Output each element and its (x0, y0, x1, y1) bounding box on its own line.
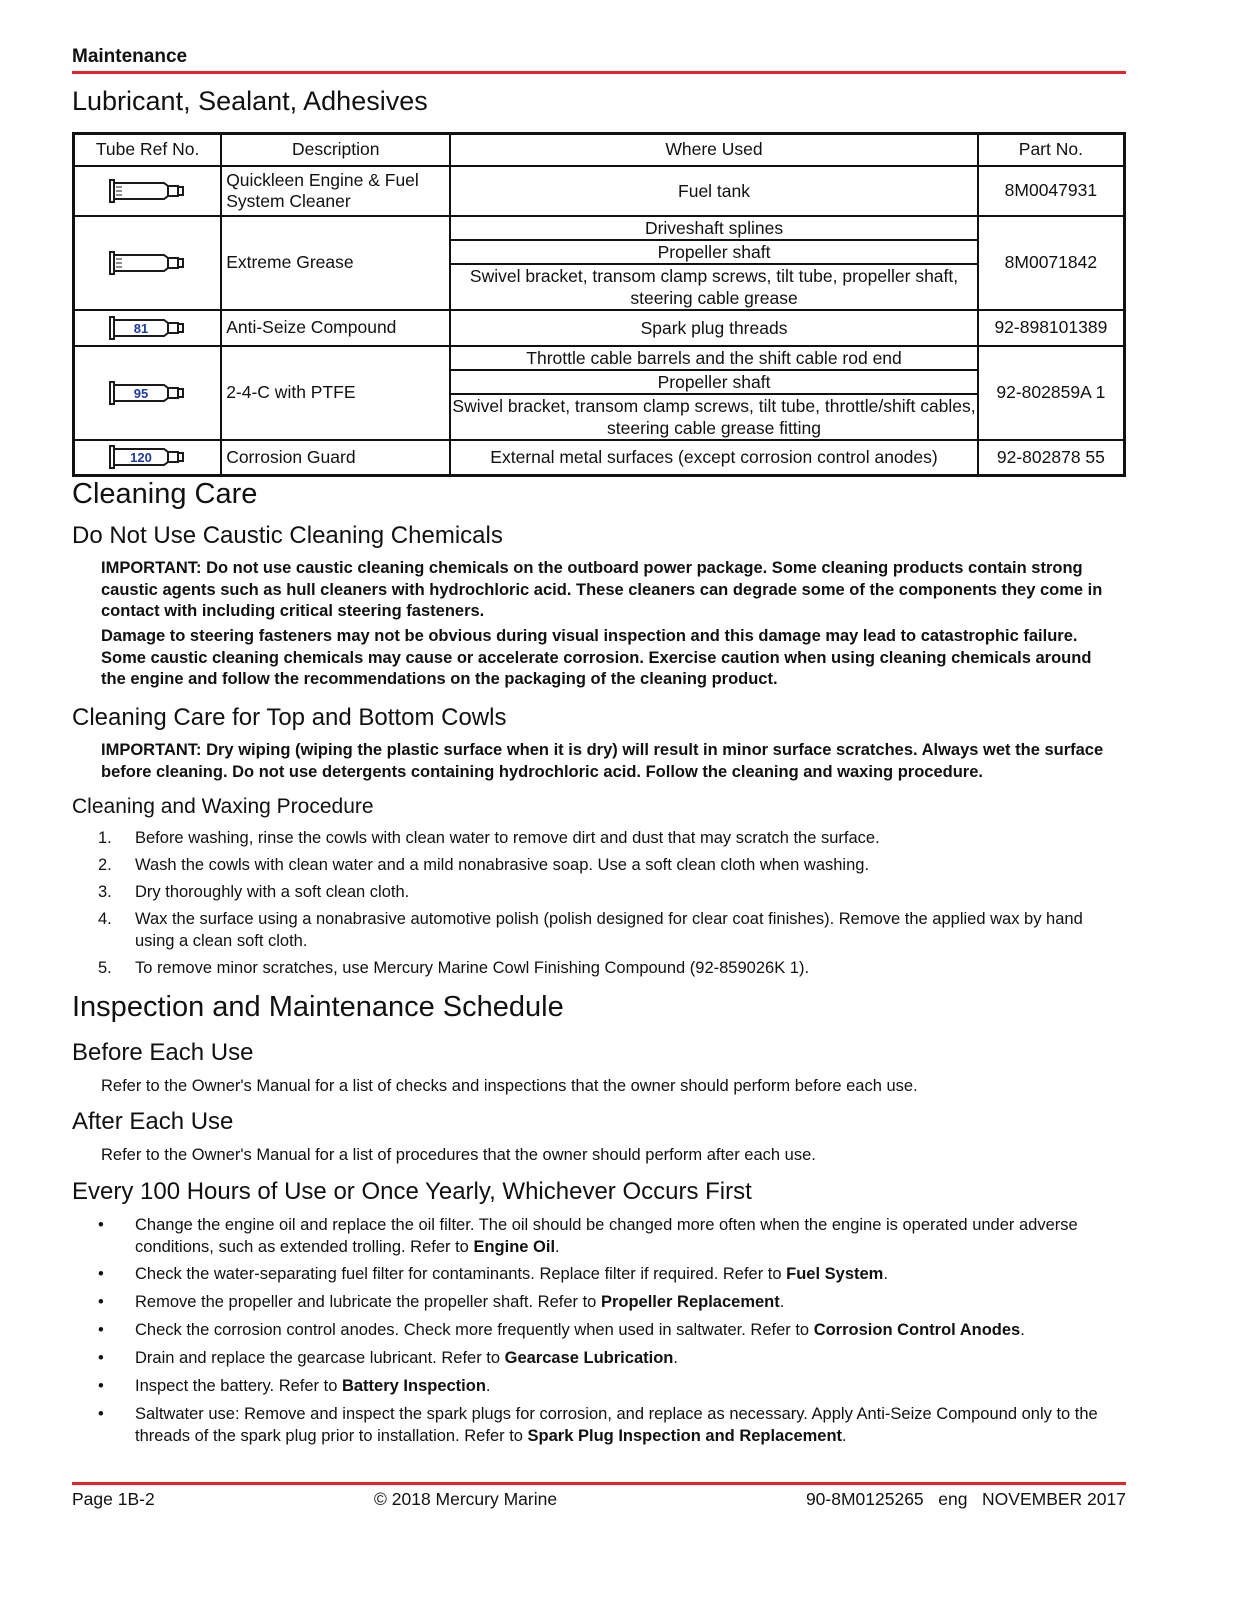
bullet: • (98, 1216, 104, 1234)
where-used-cell (450, 346, 978, 440)
tube-number: 120 (129, 450, 152, 466)
table-row (74, 310, 1125, 346)
item-reference: Spark Plug Inspection and Replacement (527, 1426, 843, 1445)
page-number: Page 1B-2 (72, 1489, 155, 1509)
col-header-description: Description (221, 134, 450, 166)
description-cell: Quickleen Engine & Fuel System Cleaner (221, 166, 450, 216)
where-used-line: Swivel bracket, transom clamp screws, tilt tube, propeller shaft, steering cable grease (469, 265, 959, 308)
footer-rule (72, 1482, 1126, 1485)
col-header-where-used: Where Used (450, 134, 978, 166)
tube-icon (108, 377, 188, 409)
tube-number: 81 (133, 320, 148, 336)
where-used-cell (450, 166, 978, 216)
waxing-heading: Cleaning and Waxing Procedure (72, 795, 374, 818)
tube-icon (108, 247, 188, 279)
where-used-line: Spark plug threads (640, 317, 788, 338)
step-text: Wax the surface using a nonabrasive automotive polish (polish designed for clear coat finishes). Remove the applied wax by hand using a clean soft cloth. (135, 910, 1083, 950)
lubricant-table (72, 132, 1126, 477)
list-item (98, 909, 1108, 952)
item-end: . (883, 1265, 888, 1283)
part-no-cell: 8M0047931 (978, 166, 1125, 216)
before-use-heading: Before Each Use (72, 1039, 254, 1066)
yearly-heading: Every 100 Hours of Use or Once Yearly, Whichever Occurs First (72, 1178, 752, 1205)
item-reference: Engine Oil (473, 1237, 556, 1256)
table-row (74, 346, 1125, 440)
item-end: . (673, 1349, 678, 1367)
item-text: Check the water-separating fuel filter for contaminants. Replace filter if required. Refer to (135, 1265, 787, 1283)
where-used-line: External metal surfaces (except corrosion control anodes) (490, 447, 938, 468)
list-item (98, 1264, 1108, 1286)
tube-icon (108, 312, 188, 344)
item-text: Change the engine oil and replace the oil filter. The oil should be changed more often when the engine is operated under adverse conditions, such as extended trolling. Refer to (135, 1216, 1078, 1256)
item-end: . (1020, 1321, 1025, 1339)
header-rule (72, 71, 1126, 74)
list-item (98, 1376, 1108, 1398)
item-text: Drain and replace the gearcase lubricant. Refer to (135, 1349, 505, 1367)
cowls-important-text: IMPORTANT: Dry wiping (wiping the plastic surface when it is dry) will result in minor surface scratches. Always wet the surface before cleaning. Do not use detergents containing hydrochloric acid. Follow the cleaning and waxing procedure. (101, 741, 1104, 781)
cowls-heading: Cleaning Care for Top and Bottom Cowls (72, 704, 507, 731)
bullet: • (98, 1321, 104, 1339)
table-header-row (74, 134, 1125, 166)
item-reference: Fuel System (786, 1265, 884, 1283)
item-reference: Corrosion Control Anodes (813, 1321, 1021, 1339)
list-item (98, 828, 1108, 850)
tube-cell (74, 216, 222, 310)
after-use-heading: After Each Use (72, 1108, 234, 1135)
where-used-cell (450, 440, 978, 476)
tube-cell (74, 440, 222, 476)
bullet: • (98, 1265, 104, 1283)
item-text: Saltwater use: Remove and inspect the spark plugs for corrosion, and replace as necessary. Apply Anti-Seize Compound only to the threads of the spark plug prior to installation. Refer to (135, 1405, 1098, 1445)
item-reference: Battery Inspection (341, 1377, 486, 1395)
where-used-line: Propeller shaft (451, 371, 977, 395)
step-text: Dry thoroughly with a soft clean cloth. (135, 883, 410, 901)
document-id: 90-8M0125265 eng NOVEMBER 2017 (805, 1489, 1126, 1509)
list-item (98, 1320, 1108, 1342)
part-no-cell: 92-898101389 (978, 310, 1125, 346)
description-cell: Corrosion Guard (221, 440, 450, 476)
list-item (98, 1292, 1108, 1314)
list-item (98, 1215, 1108, 1258)
item-reference: Gearcase Lubrication (504, 1349, 674, 1367)
col-header-part-no: Part No. (978, 134, 1125, 166)
where-used-line: Swivel bracket, transom clamp screws, tilt tube, throttle/shift cables, steering cable grease fitting (452, 395, 976, 438)
list-item (98, 1348, 1108, 1370)
caustic-damage-text: Damage to steering fasteners may not be obvious during visual inspection and this damage may lead to catastrophic failure. Some caustic cleaning chemicals may cause or accelerate corrosion. Exercise caution when using cleaning chemicals around the engine and follow the recommendations on the packaging of the cleaning product. (101, 627, 1092, 688)
part-no-cell: 8M0071842 (978, 216, 1125, 310)
caustic-important-text: IMPORTANT: Do not use caustic cleaning chemicals on the outboard power package. Some cleaning products contain strong caustic agents such as hull cleaners with hydrochloric acid. These cleaners can degrade some of the components they come in contact with including critical steering fasteners. (101, 559, 1103, 620)
where-used-line: Propeller shaft (451, 241, 977, 265)
bullet: • (98, 1293, 104, 1311)
item-end: . (555, 1237, 560, 1256)
after-use-text: Refer to the Owner's Manual for a list of procedures that the owner should perform after each use. (101, 1146, 816, 1164)
description-cell: Extreme Grease (221, 216, 450, 310)
section-label: Maintenance (72, 46, 188, 67)
list-item (98, 882, 1108, 904)
list-item (98, 855, 1108, 877)
copyright: © 2018 Mercury Marine (374, 1489, 558, 1509)
schedule-heading: Inspection and Maintenance Schedule (72, 991, 564, 1023)
before-use-text: Refer to the Owner's Manual for a list of checks and inspections that the owner should perform before each use. (101, 1077, 918, 1095)
where-used-cell (450, 216, 978, 310)
tube-icon (108, 175, 188, 207)
where-used-line: Fuel tank (678, 180, 750, 201)
item-end: . (842, 1426, 847, 1445)
where-used-line: Driveshaft splines (451, 217, 977, 241)
step-number: 3. (98, 883, 112, 901)
table-row (74, 166, 1125, 216)
description-cell: Anti-Seize Compound (221, 310, 450, 346)
bullet: • (98, 1405, 104, 1423)
list-item (98, 1404, 1108, 1447)
where-used-cell (450, 310, 978, 346)
col-header-tube: Tube Ref No. (74, 134, 222, 166)
item-text: Remove the propeller and lubricate the propeller shaft. Refer to (135, 1293, 601, 1311)
tube-icon (108, 441, 188, 473)
step-number: 4. (98, 910, 112, 928)
tube-number: 95 (133, 385, 148, 401)
bullet: • (98, 1349, 104, 1367)
tube-cell (74, 310, 222, 346)
table-row (74, 216, 1125, 310)
bullet: • (98, 1377, 104, 1395)
step-text: Before washing, rinse the cowls with clean water to remove dirt and dust that may scratch the surface. (135, 829, 880, 847)
page-title: Lubricant, Sealant, Adhesives (72, 86, 428, 116)
where-used-line: Throttle cable barrels and the shift cable rod end (451, 347, 977, 371)
table-row (74, 440, 1125, 476)
part-no-cell: 92-802859A 1 (978, 346, 1125, 440)
item-text: Inspect the battery. Refer to (135, 1377, 342, 1395)
step-text: Wash the cowls with clean water and a mild nonabrasive soap. Use a soft clean cloth when washing. (135, 856, 870, 874)
step-number: 2. (98, 856, 112, 874)
item-end: . (485, 1377, 491, 1395)
description-cell: 2-4-C with PTFE (221, 346, 450, 440)
list-item (98, 958, 1108, 980)
cleaning-care-heading: Cleaning Care (72, 478, 258, 510)
caustic-heading: Do Not Use Caustic Cleaning Chemicals (72, 522, 503, 549)
item-end: . (779, 1293, 785, 1311)
item-text: Check the corrosion control anodes. Check more frequently when used in saltwater. Refer to (135, 1321, 814, 1339)
tube-cell (74, 166, 222, 216)
step-text: To remove minor scratches, use Mercury Marine Cowl Finishing Compound (92-859026K 1). (135, 959, 810, 977)
tube-cell (74, 346, 222, 440)
step-number: 5. (98, 959, 112, 977)
step-number: 1. (98, 829, 112, 847)
item-reference: Propeller Replacement (600, 1293, 780, 1311)
part-no-cell: 92-802878 55 (978, 440, 1125, 476)
